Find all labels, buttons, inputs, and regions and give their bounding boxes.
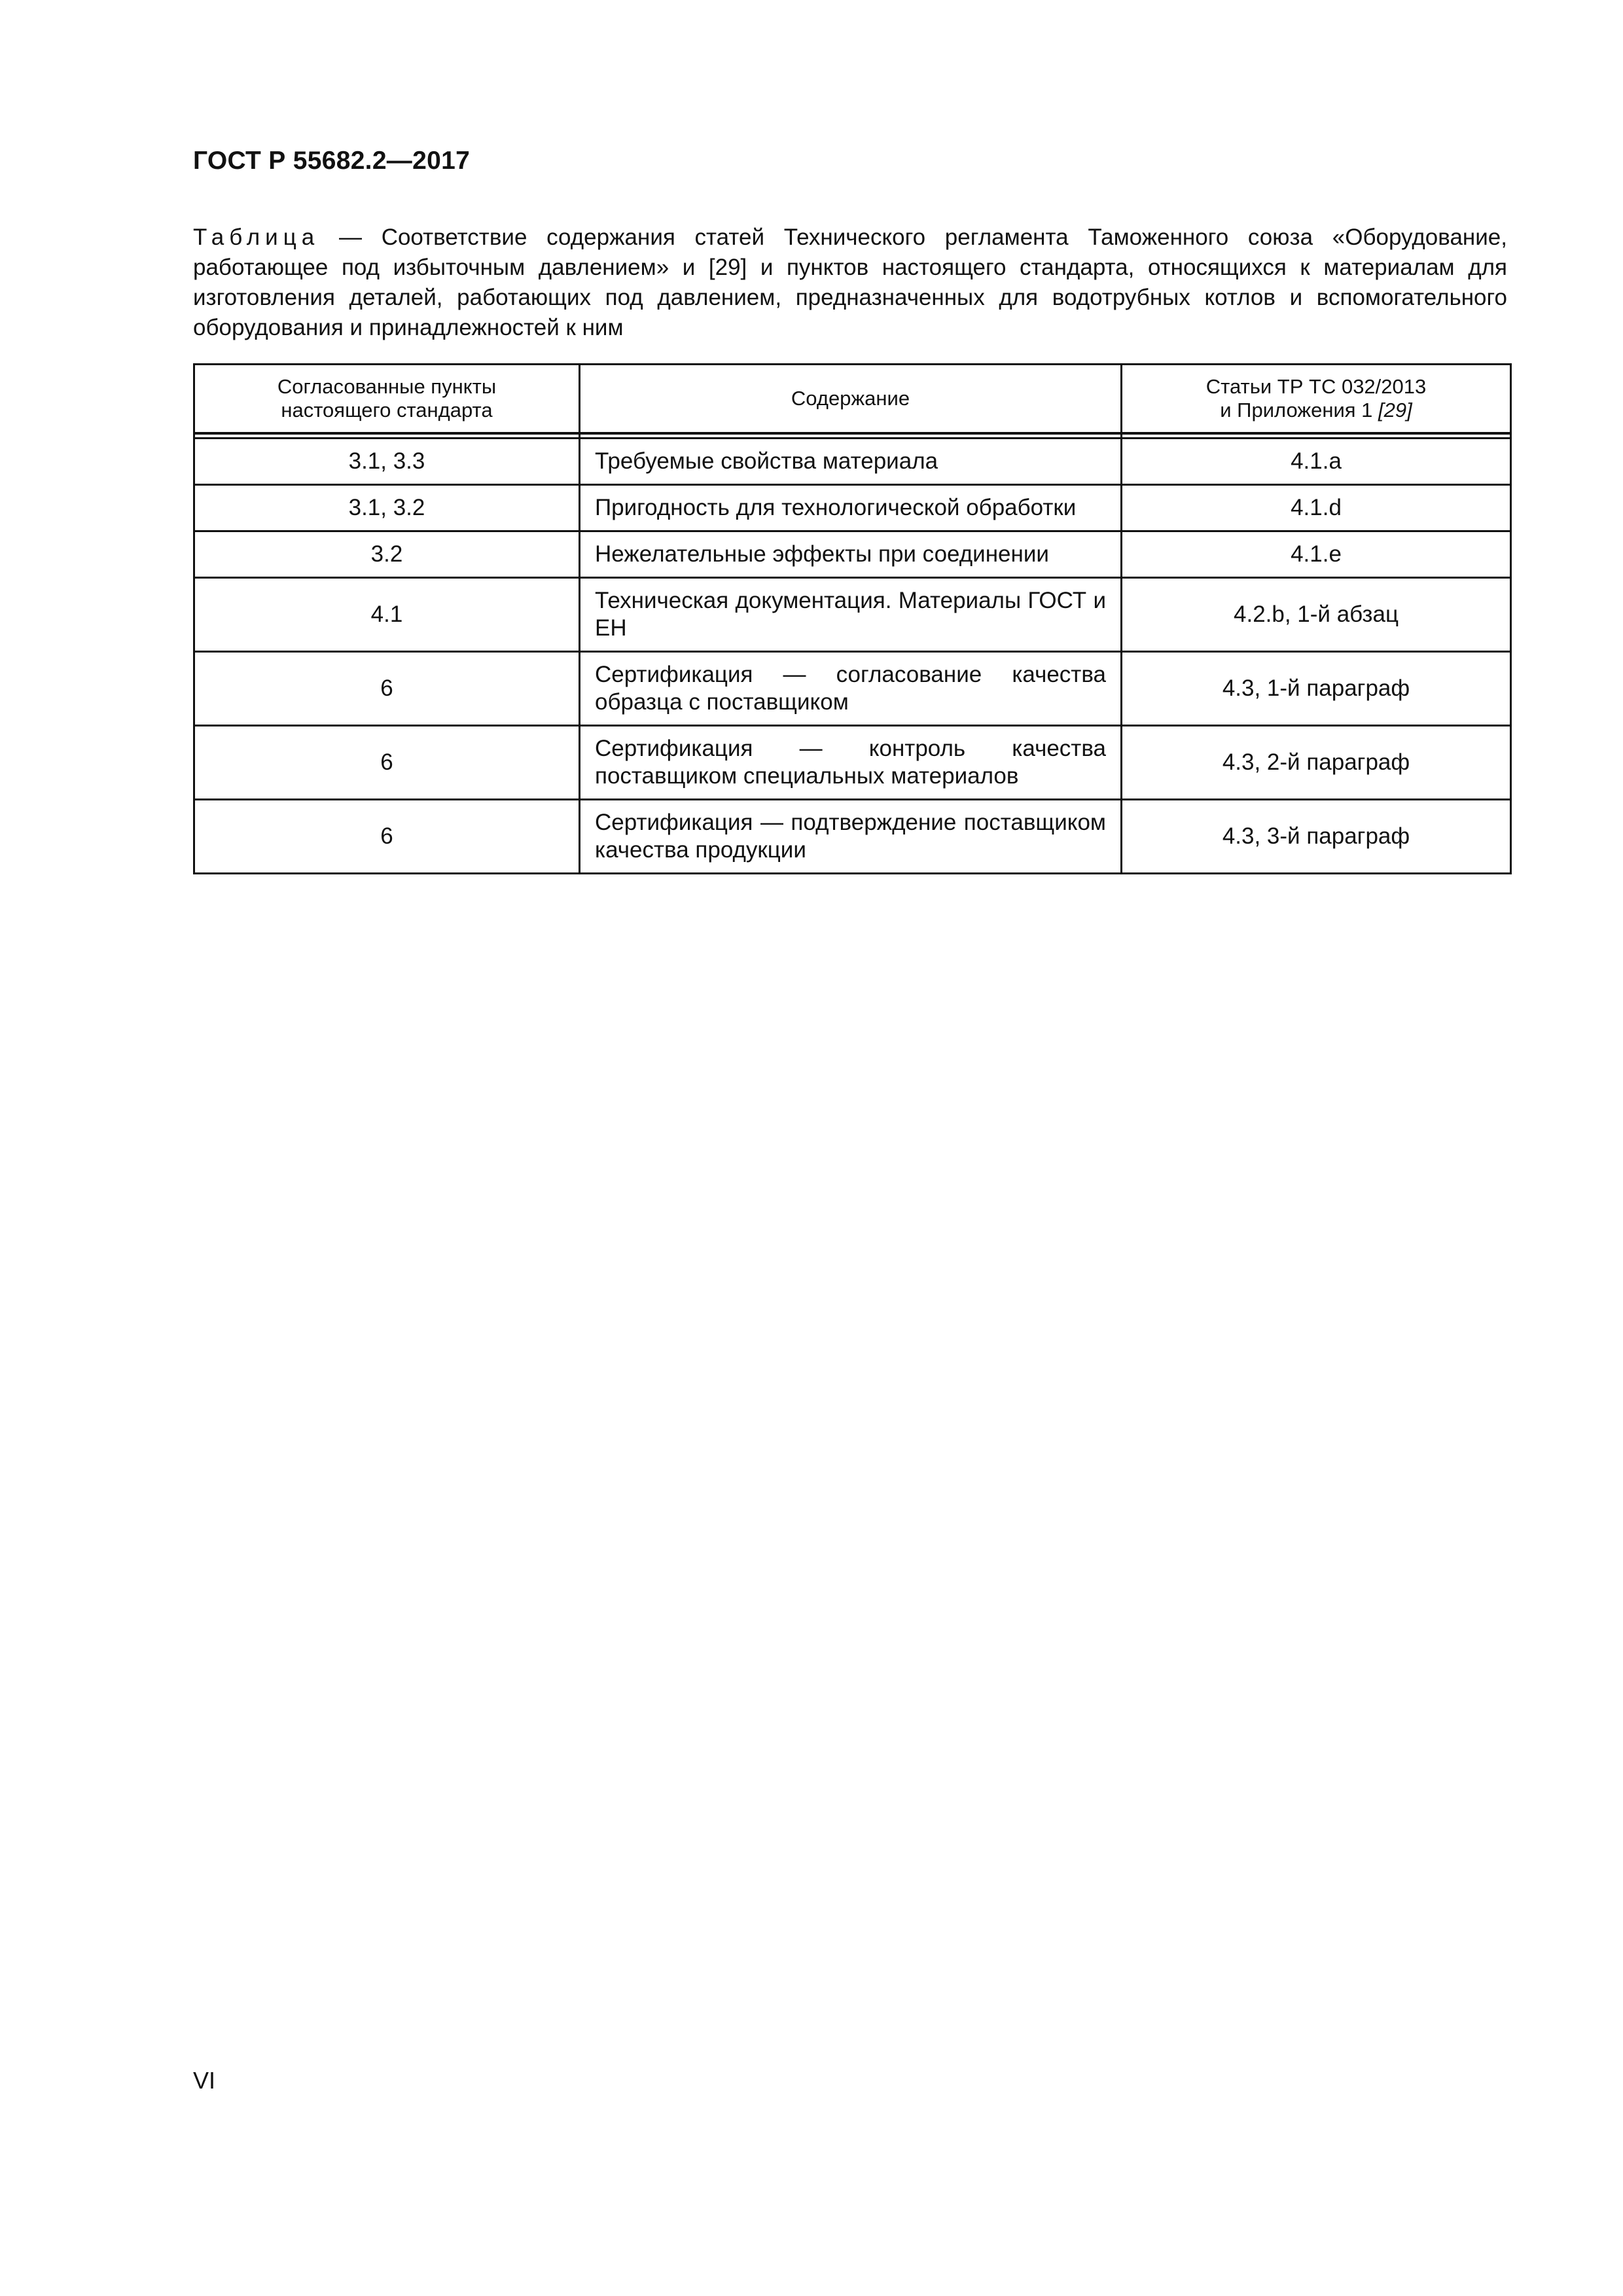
row-articles: 4.1.a — [1122, 439, 1511, 485]
row-points: 4.1 — [194, 578, 580, 652]
row-points: 6 — [194, 800, 580, 874]
page-number: VI — [193, 2067, 216, 2094]
row-articles: 4.3, 3-й параграф — [1122, 800, 1511, 874]
column-header-articles-line2-prefix: и Приложения 1 — [1220, 399, 1379, 422]
row-content: Сертификация — подтверждение поставщиком качества продукции — [580, 800, 1122, 874]
row-points: 3.1, 3.2 — [194, 485, 580, 531]
document-id-header: ГОСТ Р 55682.2—2017 — [193, 147, 471, 175]
column-header-points-line2: настоящего стандарта — [281, 399, 493, 422]
row-articles: 4.3, 2-й параграф — [1122, 726, 1511, 800]
row-points: 3.1, 3.3 — [194, 439, 580, 485]
column-header-points — [194, 365, 580, 434]
table-row — [194, 800, 1511, 874]
row-content: Сертификация — контроль качества поставщиком специальных материалов — [580, 726, 1122, 800]
row-points: 6 — [194, 726, 580, 800]
row-content: Техническая документация. Материалы ГОСТ и ЕН — [580, 578, 1122, 652]
row-content: Нежелательные эффекты при соединении — [580, 531, 1122, 578]
table-row — [194, 531, 1511, 578]
column-header-articles-ref: [29] — [1378, 399, 1412, 422]
table-row — [194, 652, 1511, 726]
row-articles: 4.1.d — [1122, 485, 1511, 531]
row-articles: 4.2.b, 1-й абзац — [1122, 578, 1511, 652]
column-header-content-label: Содержание — [791, 387, 910, 410]
caption-label: Таблица — [193, 224, 320, 250]
table-row — [194, 578, 1511, 652]
row-points: 6 — [194, 652, 580, 726]
column-header-articles-line1: Статьи ТР ТС 032/2013 — [1205, 375, 1427, 398]
correspondence-table — [193, 363, 1512, 874]
column-header-articles — [1122, 365, 1511, 434]
caption-text: — Соответствие содержания статей Технического регламента Таможенного союза «Оборудование, работающее под избыточным давлением» и [29] и пунктов настоящего стандарта, относящихся к материалам для изготовления деталей, работающих под давлением, предназначенных для водотрубных котлов и вспомогательного оборудования и принадлежностей к ним — [193, 224, 1507, 340]
header-spacer — [194, 433, 1511, 439]
row-content: Пригодность для технологической обработки — [580, 485, 1122, 531]
table-row — [194, 439, 1511, 485]
row-articles: 4.3, 1-й параграф — [1122, 652, 1511, 726]
table-caption — [193, 223, 1507, 343]
table-header-row — [194, 365, 1511, 434]
table-row — [194, 485, 1511, 531]
row-points: 3.2 — [194, 531, 580, 578]
table-row — [194, 726, 1511, 800]
row-content: Сертификация — согласование качества образца с поставщиком — [580, 652, 1122, 726]
row-content: Требуемые свойства материала — [580, 439, 1122, 485]
row-articles: 4.1.e — [1122, 531, 1511, 578]
column-header-points-line1: Согласованные пункты — [277, 375, 497, 398]
column-header-content — [580, 365, 1122, 434]
